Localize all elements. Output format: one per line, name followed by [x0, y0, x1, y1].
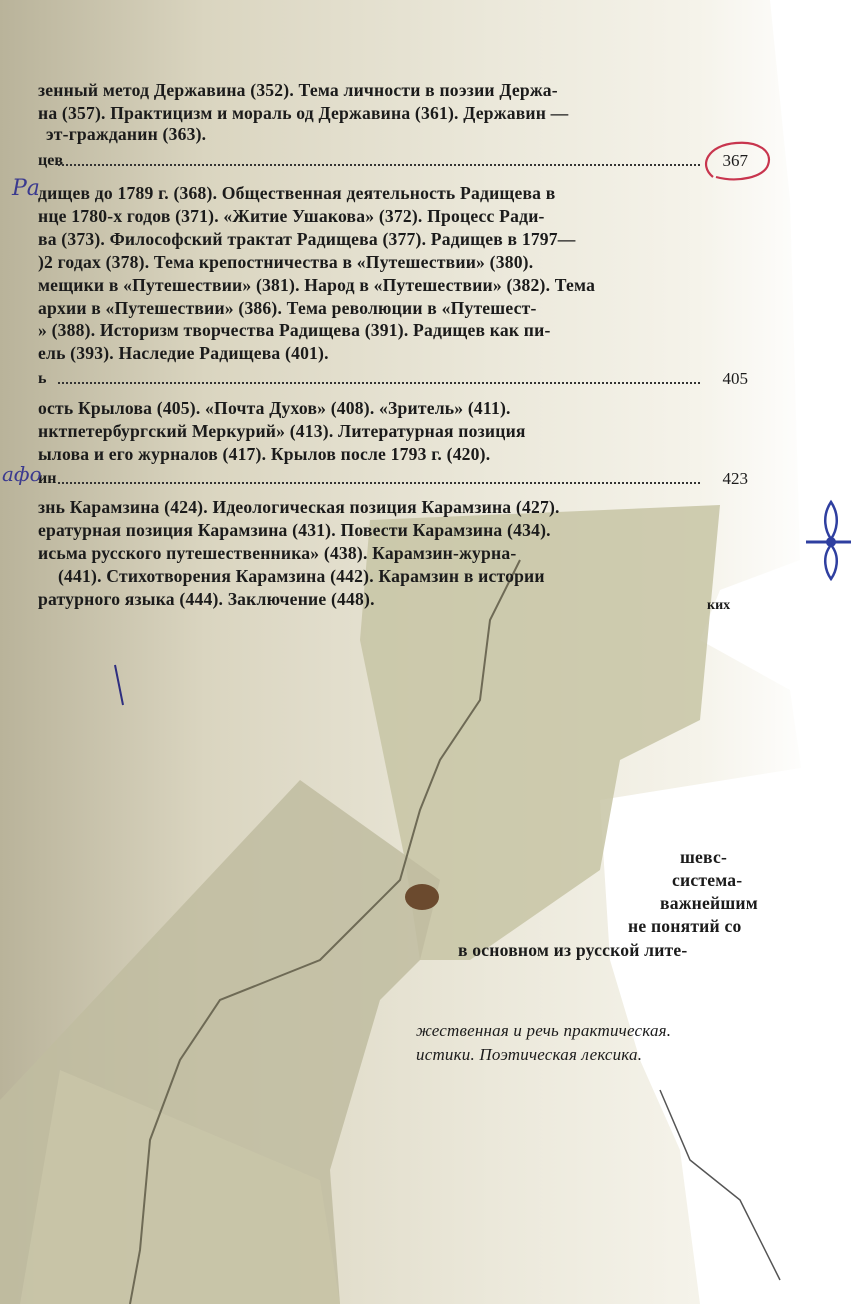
leader-dots: [58, 164, 700, 166]
toc-line: архии в «Путешествии» (386). Тема революции в «Путешест-: [38, 298, 537, 318]
toc-heading-karamzin: [0, 468, 748, 490]
toc-heading-radishchev: [0, 150, 748, 172]
toc-line: » (388). Историзм творчества Радищева (391). Радищев как пи-: [38, 320, 551, 340]
margin-handwriting: афо: [2, 462, 42, 486]
toc-line: ель (393). Наследие Радищева (401).: [38, 343, 329, 363]
heading-page: 405: [722, 369, 748, 388]
heading-page: 367: [722, 151, 748, 170]
margin-handwriting: Ра: [12, 176, 40, 201]
leader-dots: [58, 482, 700, 484]
heading-label: ь: [38, 370, 47, 387]
toc-heading-krylov: [0, 368, 748, 390]
text-fragment: шевс-: [680, 847, 728, 867]
text-fragment: в основном из русской лите-: [458, 940, 688, 960]
toc-line: ературная позиция Карамзина (431). Повести Карамзина (434).: [38, 520, 551, 540]
text-fragment: истики. Поэтическая лексика.: [416, 1045, 643, 1064]
toc-line: эт-гражданин (363).: [46, 124, 207, 144]
toc-line: дищев до 1789 г. (368). Общественная деятельность Радищева в: [38, 183, 556, 203]
heading-label: цев: [38, 152, 63, 169]
text-fragment: не понятий со: [628, 916, 742, 936]
text-fragment: система-: [672, 870, 743, 890]
text-fragment: важнейшим: [660, 893, 758, 913]
stain: [405, 884, 439, 910]
toc-line: ва (373). Философский трактат Радищева (377). Радищев в 1797—: [38, 229, 576, 249]
toc-line: зенный метод Державина (352). Тема личности в поэзии Держа-: [38, 80, 558, 100]
toc-line: нце 1780-х годов (371). «Житие Ушакова» (372). Процесс Ради-: [38, 206, 545, 226]
toc-line: ылова и его журналов (417). Крылов после 1793 г. (420).: [38, 444, 491, 464]
toc-line: исьма русского путешественника» (438). Карамзин-журна-: [38, 543, 517, 563]
toc-line: (441). Стихотворения Карамзина (442). Карамзин в истории: [58, 566, 545, 586]
heading-page: 423: [722, 469, 748, 488]
text-fragment: ких: [707, 598, 731, 613]
toc-line: ратурного языка (444). Заключение (448).: [38, 589, 375, 609]
flower-doodle: [806, 497, 851, 587]
toc-line: нктпетербургский Меркурий» (413). Литературная позиция: [38, 421, 526, 441]
toc-line: знь Карамзина (424). Идеологическая позиция Карамзина (427).: [38, 497, 560, 517]
toc-line: ость Крылова (405). «Почта Духов» (408). «Зритель» (411).: [38, 398, 511, 418]
heading-label: ин: [38, 470, 57, 487]
leader-dots: [58, 382, 700, 384]
circled-page-mark: [698, 137, 778, 187]
toc-line: мещики в «Путешествии» (381). Народ в «Путешествии» (382). Тема: [38, 275, 596, 295]
toc-line: )2 годах (378). Тема крепостничества в «Путешествии» (380).: [38, 252, 534, 272]
toc-line: на (357). Практицизм и мораль од Державина (361). Державин —: [38, 103, 569, 123]
text-fragment: жественная и речь практическая.: [416, 1021, 672, 1040]
